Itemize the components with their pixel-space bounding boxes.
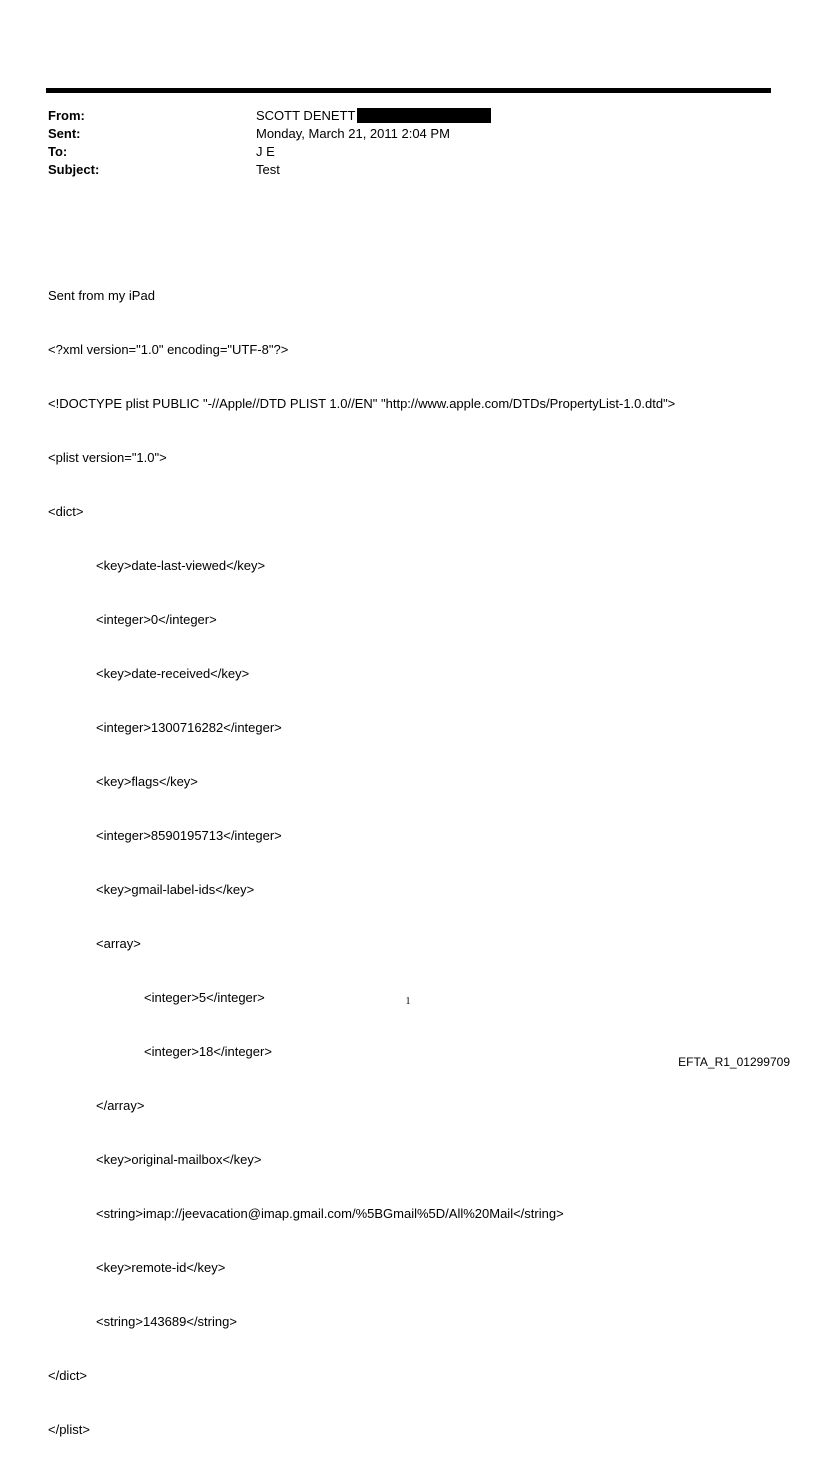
body-line: <key>flags</key> (96, 774, 198, 789)
body-line: <integer>5</integer> (144, 990, 265, 1005)
body-line: <!DOCTYPE plist PUBLIC "-//Apple//DTD PLIST 1.0//EN" "http://www.apple.com/DTDs/PropertyList-1.0.dtd"> (48, 396, 676, 411)
from-value (256, 107, 491, 125)
body-line: <integer>18</integer> (144, 1044, 272, 1059)
body-line: <integer>1300716282</integer> (96, 720, 282, 735)
sent-value: Monday, March 21, 2011 2:04 PM (256, 126, 450, 141)
to-value: J E (256, 144, 275, 159)
body-line: <dict> (48, 504, 84, 519)
body-line: <string>imap://jeevacation@imap.gmail.com/%5BGmail%5D/All%20Mail</string> (96, 1206, 564, 1221)
body-line: <array> (96, 936, 141, 951)
body-line: </plist> (48, 1422, 90, 1437)
subject-label: Subject: (48, 162, 100, 177)
body-line: <key>original-mailbox</key> (96, 1152, 262, 1167)
body-line: <string>143689</string> (96, 1314, 237, 1329)
redaction-block (357, 108, 491, 123)
body-line: <integer>8590195713</integer> (96, 828, 282, 843)
document-id: EFTA_R1_01299709 (678, 1055, 790, 1069)
body-line: <key>date-last-viewed</key> (96, 558, 266, 573)
body-line: <?xml version="1.0" encoding="UTF-8"?> (48, 342, 289, 357)
body-line: <key>date-received</key> (96, 666, 250, 681)
body-line: <key>remote-id</key> (96, 1260, 226, 1275)
subject-value: Test (256, 162, 280, 177)
email-body (48, 251, 675, 1457)
from-label: From: (48, 108, 85, 123)
sent-label: Sent: (48, 126, 81, 141)
body-line: <integer>0</integer> (96, 612, 217, 627)
body-line: Sent from my iPad (48, 288, 155, 303)
header-divider (46, 88, 771, 93)
body-line: </array> (96, 1098, 145, 1113)
body-line: <key>gmail-label-ids</key> (96, 882, 255, 897)
page-number: 1 (405, 996, 411, 1007)
body-line: <plist version="1.0"> (48, 450, 167, 465)
to-label: To: (48, 144, 68, 159)
sender-name: SCOTT DENETT (256, 108, 356, 123)
body-line: </dict> (48, 1368, 88, 1383)
